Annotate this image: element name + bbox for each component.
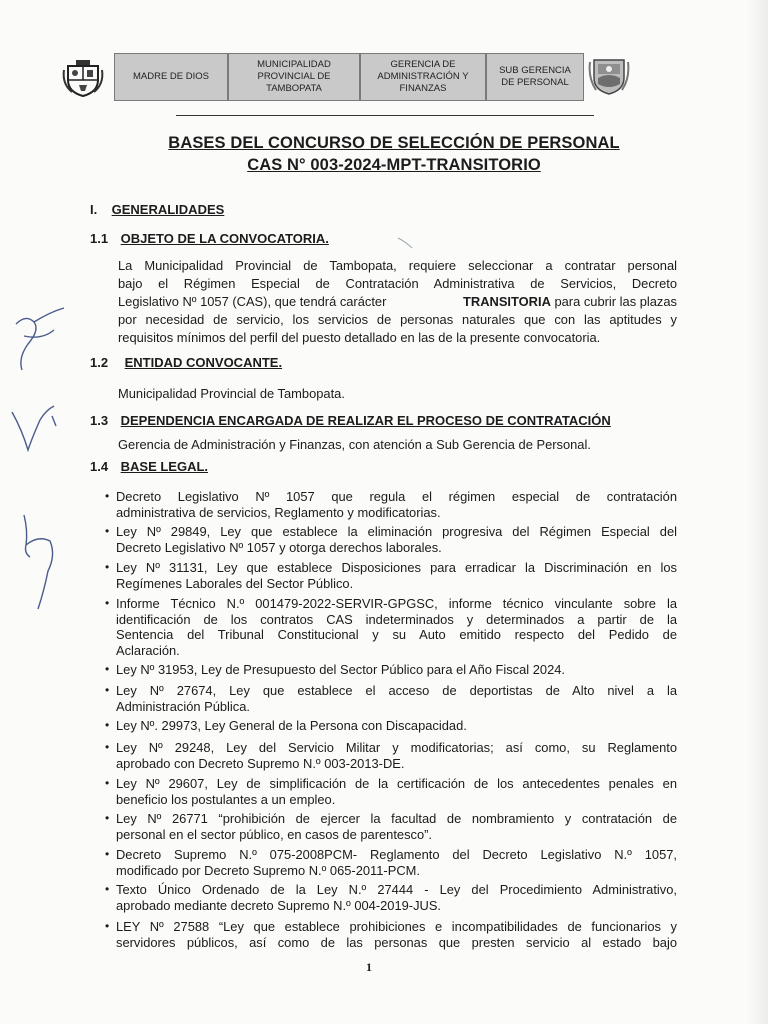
list-item bbox=[105, 662, 677, 678]
subsection-heading-1-3 bbox=[90, 413, 611, 428]
bullet-icon: • bbox=[105, 489, 110, 503]
list-item-line: Ley Nº 29849, Ley que establece la eliminación progresiva del Régimen Especial del bbox=[116, 524, 677, 539]
subsection-number: 1.1 bbox=[90, 231, 109, 246]
document-title-line2: CAS N° 003-2024-MPT-TRANSITORIO bbox=[247, 156, 541, 174]
list-item-line: Aclaración. bbox=[116, 642, 180, 658]
subsection-heading-1-4 bbox=[90, 459, 208, 474]
subsection-label: ENTIDAD CONVOCANTE. bbox=[124, 355, 283, 370]
subsection-heading-1-1 bbox=[90, 231, 329, 246]
document-title-line1: BASES DEL CONCURSO DE SELECCIÓN DE PERSONAL bbox=[168, 134, 620, 152]
bullet-icon: • bbox=[105, 776, 110, 790]
list-item-line: Administración Pública. bbox=[116, 698, 250, 714]
list-item-line: identificación de los contratos CAS indeterminados y determinados a partir de la bbox=[116, 611, 677, 627]
list-item-line: Informe Técnico N.º 001479-2022-SERVIR-GPGSC, informe técnico vinculante sobre la bbox=[116, 596, 677, 611]
bullet-icon: • bbox=[105, 683, 110, 697]
list-item bbox=[105, 919, 677, 950]
bullet-icon: • bbox=[105, 811, 110, 825]
paragraph-line-part: para cubrir las plazas bbox=[550, 294, 677, 309]
list-item bbox=[105, 596, 677, 658]
header-municipality-box bbox=[228, 53, 360, 101]
page-number: 1 bbox=[366, 960, 372, 974]
list-item bbox=[105, 489, 677, 520]
list-item-line: beneficio los postulantes a un empleo. bbox=[116, 791, 336, 807]
subsection-number: 1.4 bbox=[90, 459, 109, 474]
header-management-box bbox=[360, 53, 486, 101]
list-item-line: administrativa de servicios, Reglamento y modificatorias. bbox=[116, 504, 441, 520]
paragraph-line: bajo el Régimen Especial de Contratación Administrativa de Servicios, Decreto bbox=[118, 276, 677, 291]
header-subdivision-box bbox=[486, 53, 584, 101]
list-item-line: Ley Nº 27674, Ley que establece el acceso de deportistas de Alto nivel a la bbox=[116, 683, 677, 698]
subsection-number: 1.3 bbox=[90, 413, 109, 428]
subsection-label: BASE LEGAL. bbox=[120, 459, 209, 474]
bullet-icon: • bbox=[105, 596, 110, 610]
handwritten-signature-mark bbox=[8, 505, 68, 615]
list-item-line: Ley Nº. 29973, Ley General de la Persona con Discapacidad. bbox=[116, 718, 467, 733]
bullet-icon: • bbox=[105, 740, 110, 754]
list-item-line: Sentencia del Tribunal Constitucional y su Auto emitido respecto del Pedido de bbox=[116, 627, 677, 643]
list-item-line: LEY Nº 27588 “Ley que establece prohibiciones e incompatibilidades de funcionarios y bbox=[116, 919, 677, 934]
paragraph-line: La Municipalidad Provincial de Tambopata, requiere seleccionar a contratar personal bbox=[118, 258, 677, 273]
entity-text: Municipalidad Provincial de Tambopata. bbox=[118, 386, 345, 401]
paragraph-line bbox=[118, 293, 677, 311]
list-item bbox=[105, 524, 677, 555]
section-label: GENERALIDADES bbox=[111, 202, 225, 217]
list-item-line: Ley Nº 31953, Ley de Presupuesto del Sector Público para el Año Fiscal 2024. bbox=[116, 662, 566, 677]
list-item-line: Ley Nº 29248, Ley del Servicio Militar y modificatorias; así como, su Reglamento bbox=[116, 740, 677, 755]
list-item bbox=[105, 882, 677, 913]
section-number: I. bbox=[90, 202, 98, 217]
bullet-icon: • bbox=[105, 560, 110, 574]
list-item bbox=[105, 718, 677, 734]
list-item-line: personal en el sector público, en casos de parentesco”. bbox=[116, 826, 433, 842]
paragraph-bold-word: TRANSITORIA bbox=[463, 294, 551, 309]
objective-paragraph bbox=[118, 257, 677, 347]
header-municipality-label: MUNICIPALIDAD PROVINCIAL DE TAMBOPATA bbox=[257, 59, 331, 94]
stray-pen-mark bbox=[396, 236, 416, 250]
header-subdivision-label: SUB GERENCIA DE PERSONAL bbox=[499, 65, 571, 88]
list-item bbox=[105, 683, 677, 714]
paragraph-line: requisitos mínimos del perfil del puesto detallado en las de la presente convocatoria. bbox=[118, 330, 601, 345]
header-divider-line bbox=[176, 115, 594, 116]
subsection-label: OBJETO DE LA CONVOCATORIA. bbox=[120, 231, 329, 246]
header-region-box bbox=[114, 53, 228, 101]
list-item bbox=[105, 811, 677, 842]
header-management-label: GERENCIA DE ADMINISTRACIÓN Y FINANZAS bbox=[377, 59, 469, 94]
list-item bbox=[105, 776, 677, 807]
section-heading bbox=[90, 202, 224, 217]
bullet-icon: • bbox=[105, 882, 110, 896]
header-region-label: MADRE DE DIOS bbox=[132, 71, 209, 82]
subsection-label: DEPENDENCIA ENCARGADA DE REALIZAR EL PROCESO DE CONTRATACIÓN bbox=[120, 413, 611, 428]
paragraph-line-part: Legislativo Nº 1057 (CAS), que tendrá carácter bbox=[118, 294, 390, 309]
bullet-icon: • bbox=[105, 662, 110, 676]
list-item-line: Ley Nº 31131, Ley que establece Disposiciones para erradicar la Discriminación en los bbox=[116, 560, 677, 575]
list-item-line: Texto Único Ordenado de la Ley N.º 27444 - Ley del Procedimiento Administrativo, bbox=[116, 882, 677, 897]
bullet-icon: • bbox=[105, 919, 110, 933]
list-item-line: Decreto Supremo N.º 075-2008PCM- Reglamento del Decreto Legislativo N.º 1057, bbox=[116, 847, 677, 862]
dependency-text: Gerencia de Administración y Finanzas, con atención a Sub Gerencia de Personal. bbox=[118, 437, 591, 452]
list-item bbox=[105, 847, 677, 878]
handwritten-initial-mark bbox=[4, 300, 70, 380]
bullet-icon: • bbox=[105, 524, 110, 538]
bullet-icon: • bbox=[105, 718, 110, 732]
subsection-number: 1.2 bbox=[90, 355, 109, 370]
list-item-line: modificado por Decreto Supremo N.º 065-2011-PCM. bbox=[116, 862, 420, 878]
list-item-line: Ley Nº 29607, Ley de simplificación de la certificación de los antecedentes penales en bbox=[116, 776, 677, 791]
handwritten-initial-mark bbox=[6, 400, 66, 470]
list-item-line: aprobado con Decreto Supremo N.º 003-2013-DE. bbox=[116, 755, 405, 771]
subsection-heading-1-2 bbox=[90, 355, 282, 370]
list-item-line: Regímenes Laborales del Sector Público. bbox=[116, 575, 354, 591]
list-item-line: servidores públicos, así como de las personas que presten servicio al estado bajo bbox=[116, 934, 677, 950]
list-item-line: Decreto Legislativo Nº 1057 y otorga derechos laborales. bbox=[116, 539, 442, 555]
list-item-line: Decreto Legislativo Nº 1057 que regula el régimen especial de contratación bbox=[116, 489, 677, 504]
tambopata-emblem-icon bbox=[588, 54, 630, 96]
list-item-line: Ley Nº 26771 “prohibición de ejercer la facultad de nombramiento y contratación de bbox=[116, 811, 677, 826]
list-item bbox=[105, 740, 677, 771]
page-edge-shadow bbox=[746, 0, 768, 1024]
list-item-line: aprobado mediante decreto Supremo N.º 004-2019-JUS. bbox=[116, 897, 442, 913]
list-item bbox=[105, 560, 677, 591]
bullet-icon: • bbox=[105, 847, 110, 861]
peru-coat-of-arms-icon bbox=[62, 58, 104, 98]
paragraph-line: por necesidad de servicio, los servicios de personas naturales que con las aptitudes y bbox=[118, 312, 677, 327]
